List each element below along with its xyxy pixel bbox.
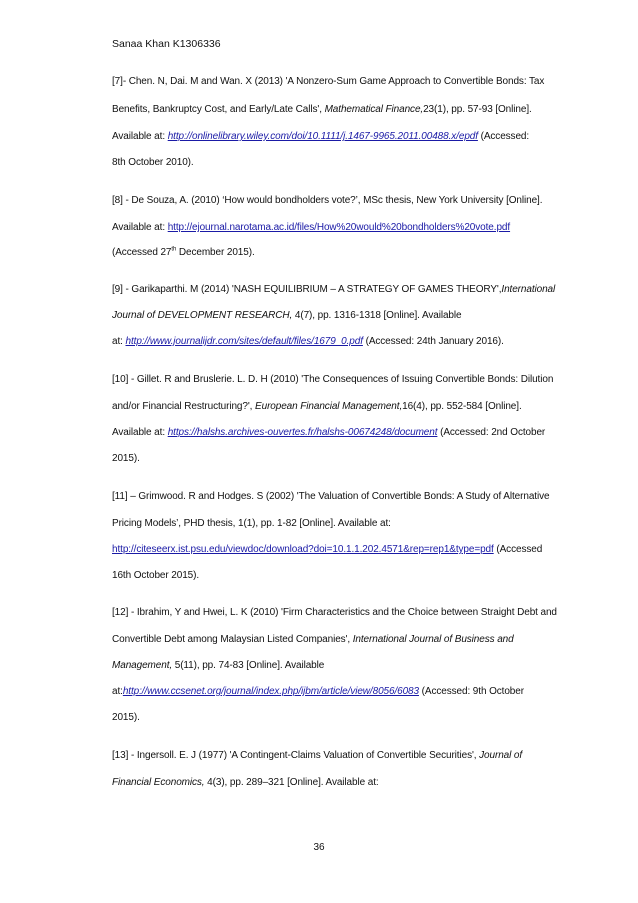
- text: 4(7), pp. 1316-1318 [Online]. Available: [292, 310, 462, 321]
- reference-8-link[interactable]: http://ejournal.narotama.ac.id/files/How%20would%20bondholders%20vote.pdf: [167, 222, 511, 233]
- text: 23(1), pp. 57-93 [Online].: [423, 104, 532, 115]
- journal-title: Journal of DEVELOPMENT RESEARCH,: [112, 310, 293, 321]
- journal-title: Financial Economics,: [112, 777, 205, 788]
- reference-11-line-1: [11] – Grimwood. R and Hodges. S (2002) 'The Valuation of Convertible Bonds: A Study of Alternative: [112, 491, 550, 502]
- reference-7-line-4: 8th October 2010).: [112, 157, 194, 168]
- reference-13-line-2: [112, 777, 379, 788]
- reference-11-line-3: [112, 544, 542, 555]
- journal-title: Journal of: [479, 750, 523, 761]
- reference-13-line-1: [112, 750, 522, 761]
- reference-10-link[interactable]: https://halshs.archives-ouvertes.fr/halshs-00674248/document: [167, 427, 438, 438]
- reference-8-line-1: [8] - De Souza, A. (2010) ‘How would bondholders vote?’, MSc thesis, New York University [Online].: [112, 195, 543, 206]
- text: 16(4), pp. 552-584 [Online].: [402, 401, 522, 412]
- reference-11-line-4: 16th October 2015).: [112, 570, 200, 581]
- text: Available at:: [112, 427, 168, 438]
- text: (Accessed: 2nd October: [437, 427, 546, 438]
- text: 4(3), pp. 289–321 [Online]. Available at:: [204, 777, 379, 788]
- reference-10-line-1: [10] - Gillet. R and Bruslerie. L. D. H (2010) 'The Consequences of Issuing Convertible Bonds: Dilution: [112, 374, 554, 385]
- text: (Accessed:: [477, 131, 530, 142]
- text: 5(11), pp. 74-83 [Online]. Available: [172, 660, 325, 671]
- text: Available at:: [112, 131, 168, 142]
- reference-9-line-2: [112, 310, 461, 321]
- reference-7-line-1: [7]- Chen. N, Dai. M and Wan. X (2013) 'A Nonzero-Sum Game Approach to Convertible Bonds: Tax: [112, 76, 545, 87]
- reference-12-line-5: 2015).: [112, 712, 140, 723]
- text: (Accessed: 24th January 2016).: [362, 336, 504, 347]
- text: at:: [112, 336, 126, 347]
- reference-11-link[interactable]: http://citeseerx.ist.psu.edu/viewdoc/download?doi=10.1.1.202.4571&rep=rep1&type=pdf: [112, 544, 494, 555]
- text: [9] - Garikaparthi. M (2014) 'NASH EQUILIBRIUM – A STRATEGY OF GAMES THEORY',: [112, 284, 502, 295]
- page-header-author: Sanaa Khan K1306336: [112, 38, 221, 50]
- text: Convertible Debt among Malaysian Listed Companies',: [112, 634, 353, 645]
- journal-title: Management,: [112, 660, 173, 671]
- text: at:: [112, 686, 123, 697]
- reference-12-line-1: [12] - Ibrahim, Y and Hwei, L. K (2010) 'Firm Characteristics and the Choice between Straight Debt and: [112, 607, 557, 618]
- reference-11-line-2: Pricing Models’, PHD thesis, 1(1), pp. 1-82 [Online]. Available at:: [112, 518, 391, 529]
- superscript: th: [171, 246, 177, 253]
- text: and/or Financial Restructuring?',: [112, 401, 256, 412]
- reference-7-line-3: [112, 131, 529, 142]
- reference-7-line-2: [112, 104, 532, 115]
- text: (Accessed: 9th October: [418, 686, 524, 697]
- reference-8-line-3: [112, 247, 255, 258]
- reference-9-line-3: [112, 336, 504, 347]
- text: December 2015).: [176, 247, 255, 258]
- reference-12-line-2: [112, 634, 514, 645]
- reference-12-line-3: [112, 660, 324, 671]
- journal-title: Mathematical Finance,: [324, 104, 424, 115]
- journal-title: International Journal of Business and: [352, 634, 514, 645]
- reference-12-link[interactable]: http://www.ccsenet.org/journal/index.php/ijbm/article/view/8056/6083: [122, 686, 419, 697]
- journal-title: European Financial Management,: [255, 401, 403, 412]
- reference-8-line-2: [112, 222, 510, 233]
- reference-12-line-4: [112, 686, 524, 697]
- text: [13] - Ingersoll. E. J (1977) 'A Contingent-Claims Valuation of Convertible Securities',: [112, 750, 480, 761]
- page-number: 36: [313, 842, 325, 853]
- reference-10-line-4: 2015).: [112, 453, 140, 464]
- reference-7-link[interactable]: http://onlinelibrary.wiley.com/doi/10.1111/j.1467-9965.2011.00488.x/epdf: [167, 131, 478, 142]
- text: (Accessed 27: [112, 247, 172, 258]
- reference-9-line-1: [112, 284, 555, 295]
- text: (Accessed: [493, 544, 543, 555]
- text: Available at:: [112, 222, 168, 233]
- text: Benefits, Bankruptcy Cost, and Early/Late Calls',: [112, 104, 325, 115]
- journal-title: International: [501, 284, 556, 295]
- reference-10-line-2: [112, 401, 522, 412]
- reference-10-line-3: [112, 427, 545, 438]
- reference-9-link[interactable]: http://www.journalijdr.com/sites/default/files/1679_0.pdf: [125, 336, 363, 347]
